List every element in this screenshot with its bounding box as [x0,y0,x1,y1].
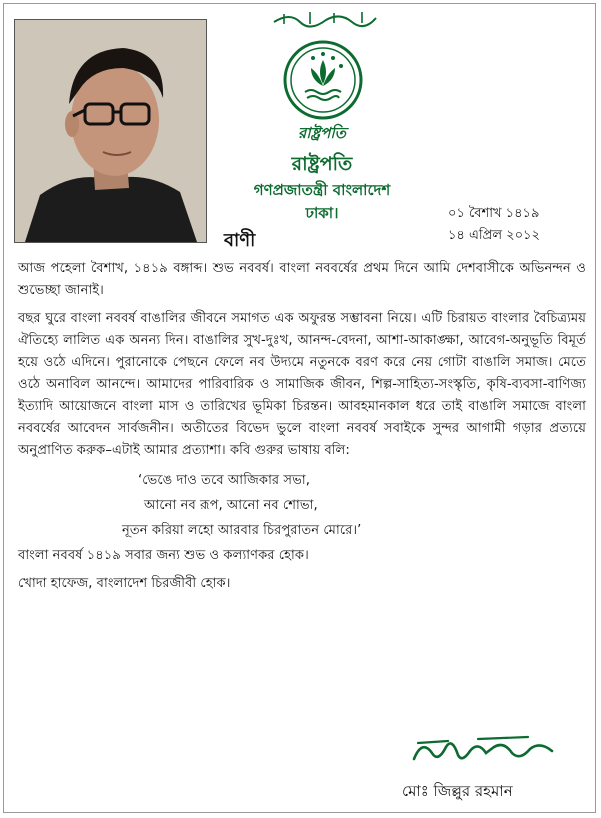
message-heading: বাণী [224,230,256,251]
office-title: রাষ্ট্রপতি [291,153,353,175]
emblem-caption [282,119,362,145]
svg-text:রাষ্ট্রপতি: রাষ্ট্রপতি [298,124,346,142]
signer-name: মোঃ জিল্লুর রহমান [402,782,513,800]
poem-line: আনো নব রূপ, আনো নব শোভা, [144,498,318,513]
city-name: ঢাকা। [305,204,339,222]
date-bengali: ০১ বৈশাখ ১৪১৯ [448,206,540,221]
date-gregorian: ১৪ এপ্রিল ২০১২ [448,228,540,243]
poem-quote [18,468,586,543]
president-portrait [14,19,207,243]
poem-line: ‘ভেঙে দাও তবে আজিকার সভা, [138,473,310,488]
closing-wish: বাংলা নববর্ষ ১৪১৯ সবার জন্য শুভ ও কল্যাণকর হোক। [18,548,309,563]
paragraph-main: বছর ঘুরে বাংলা নববর্ষ বাঙালির জীবনে সমাগত এক অফুরন্ত সম্ভাবনা নিয়ে। এটি চিরায়ত বাংলার বৈচিত্র্যময় ঐতিহ্যে লালিত এক অনন্য দিন। বাঙালির সুখ-দুঃখ, আনন্দ-বেদনা, আশা-আকাঙ্ক্ষা, আবেগ-অনুভূতি বিমূর্ত হয়ে ওঠে এদিনে। পুরানোকে পেছনে ফেলে নব উদ্যমে নতুনকে বরণ করে নেয় গোটা বাঙালি সমাজ। মেতে ওঠে অনাবিল আনন্দে। আমাদের পারিবারিক ও সামাজিক জীবন, শিল্প-সাহিত্য-সংস্কৃতি, কৃষি-ব্যবসা-বাণিজ্য ইত্যাদি আয়োজনে বাংলা মাস ও তারিখের ভূমিকা চিরন্তন। আবহমানকাল ধরে তাই বাঙালি সমাজে বাংলা নববর্ষের আবেদন সার্বজনীন। অতীতের বিভেদ ভুলে বাংলা নববর্ষ সবাইকে সুন্দর আগামী গড়ার প্রত্যয়ে অনুপ্রাণিত করুক–এটাই আমার প্রত্যাশা। কবি গুরুর ভাষায় বলি: [18,311,586,458]
poem-line: নূতন করিয়া লহো আরবার চিরপুরাতন মোরে।’ [122,523,362,538]
paragraph-greeting: আজ পহেলা বৈশাখ, ১৪১৯ বঙ্গাব্দ। শুভ নববর্ষ। বাংলা নববর্ষের প্রথম দিনে আমি দেশবাসীকে অভিনন্দন ও শুভেচ্ছা জানাই। [18,261,586,298]
presidential-emblem [281,38,365,124]
closing-farewell: খোদা হাফেজ, বাংলাদেশ চিরজীবী হোক। [18,576,231,591]
bismillah-calligraphy [270,8,380,30]
signature-handwritten [408,733,558,773]
country-name: গণপ্রজাতন্ত্রী বাংলাদেশ [253,181,391,199]
message-body [18,258,586,601]
